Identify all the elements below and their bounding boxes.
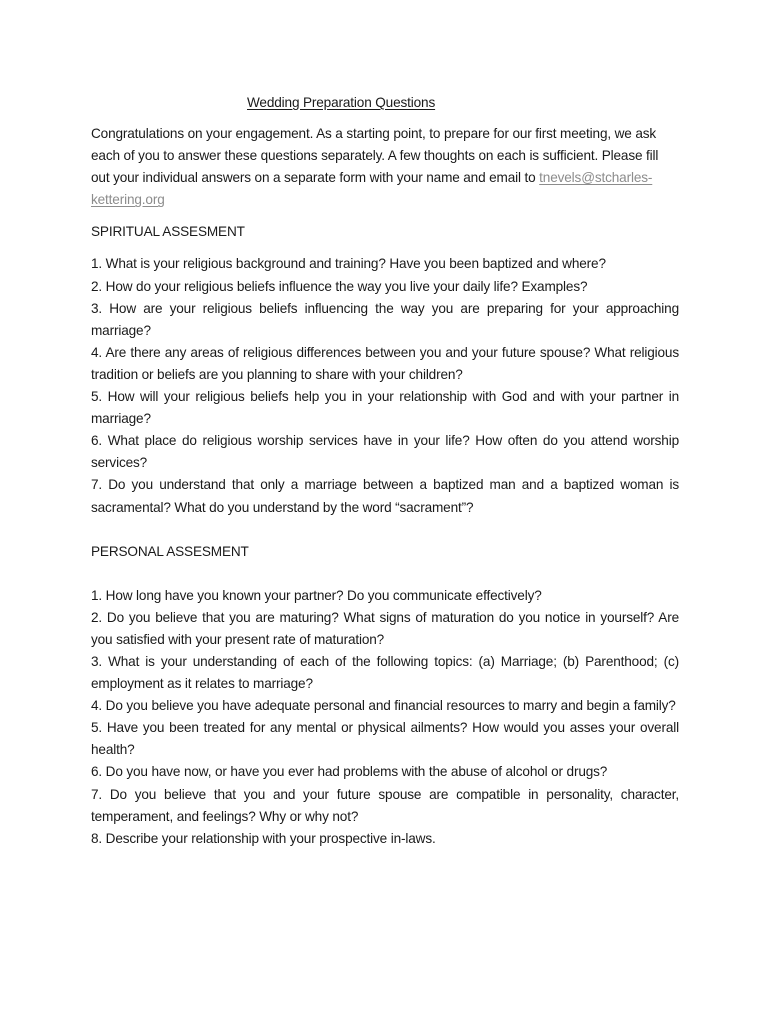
personal-question-4: 4. Do you believe you have adequate personal and financial resources to marry and begin a family? bbox=[91, 698, 676, 714]
intro-text: Congratulations on your engagement. As a starting point, to prepare for our first meeting, we ask each of you to answer these questions separately. A few thoughts on each is sufficient. Please fill out your individual answers on a separate form with your name and email to bbox=[91, 126, 659, 186]
spiritual-question-6: 6. What place do religious worship services have in your life? How often do you attend worship services? bbox=[91, 433, 679, 471]
email-link[interactable]: tnevels@stcharles-kettering.org bbox=[91, 170, 653, 208]
spiritual-question-2: 2. How do your religious beliefs influence the way you live your daily life? Examples? bbox=[91, 278, 588, 294]
document-body bbox=[91, 93, 679, 850]
document-title: Wedding Preparation Questions bbox=[247, 95, 436, 110]
personal-question-2: 2. Do you believe that you are maturing? What signs of maturation do you notice in yourself? Are you satisfied with your present rate of maturation? bbox=[91, 609, 679, 647]
spiritual-question-3: 3. How are your religious beliefs influencing the way you are preparing for your approaching marriage? bbox=[91, 300, 679, 338]
personal-assessment-heading: PERSONAL ASSESMENT bbox=[91, 543, 249, 559]
spiritual-assessment-heading: SPIRITUAL ASSESMENT bbox=[91, 224, 245, 240]
personal-question-6: 6. Do you have now, or have you ever had problems with the abuse of alcohol or drugs? bbox=[91, 764, 608, 780]
personal-question-8: 8. Describe your relationship with your prospective in-laws. bbox=[91, 830, 436, 846]
spiritual-question-list bbox=[91, 253, 679, 518]
spiritual-question-5: 5. How will your religious beliefs help you in your relationship with God and with your partner in marriage? bbox=[91, 389, 679, 427]
personal-question-7: 7. Do you believe that you and your future spouse are compatible in personality, character, temperament, and feelings? Why or why not? bbox=[91, 786, 679, 824]
intro-paragraph bbox=[91, 123, 679, 211]
personal-question-list bbox=[91, 585, 679, 850]
spiritual-question-7: 7. Do you understand that only a marriage between a baptized man and a baptized woman is sacramental? What do you understand by the word “sacrament”? bbox=[91, 477, 679, 515]
spiritual-question-4: 4. Are there any areas of religious differences between you and your future spouse? What religious tradition or beliefs are you planning to share with your children? bbox=[91, 344, 679, 382]
spiritual-question-1: 1. What is your religious background and training? Have you been baptized and where? bbox=[91, 256, 606, 272]
personal-question-3: 3. What is your understanding of each of the following topics: (a) Marriage; (b) Parenthood; (c) employment as it relates to marriage? bbox=[91, 653, 679, 692]
personal-question-1: 1. How long have you known your partner? Do you communicate effectively? bbox=[91, 587, 542, 603]
personal-question-5: 5. Have you been treated for any mental or physical ailments? How would you asses your overall health? bbox=[91, 720, 679, 758]
